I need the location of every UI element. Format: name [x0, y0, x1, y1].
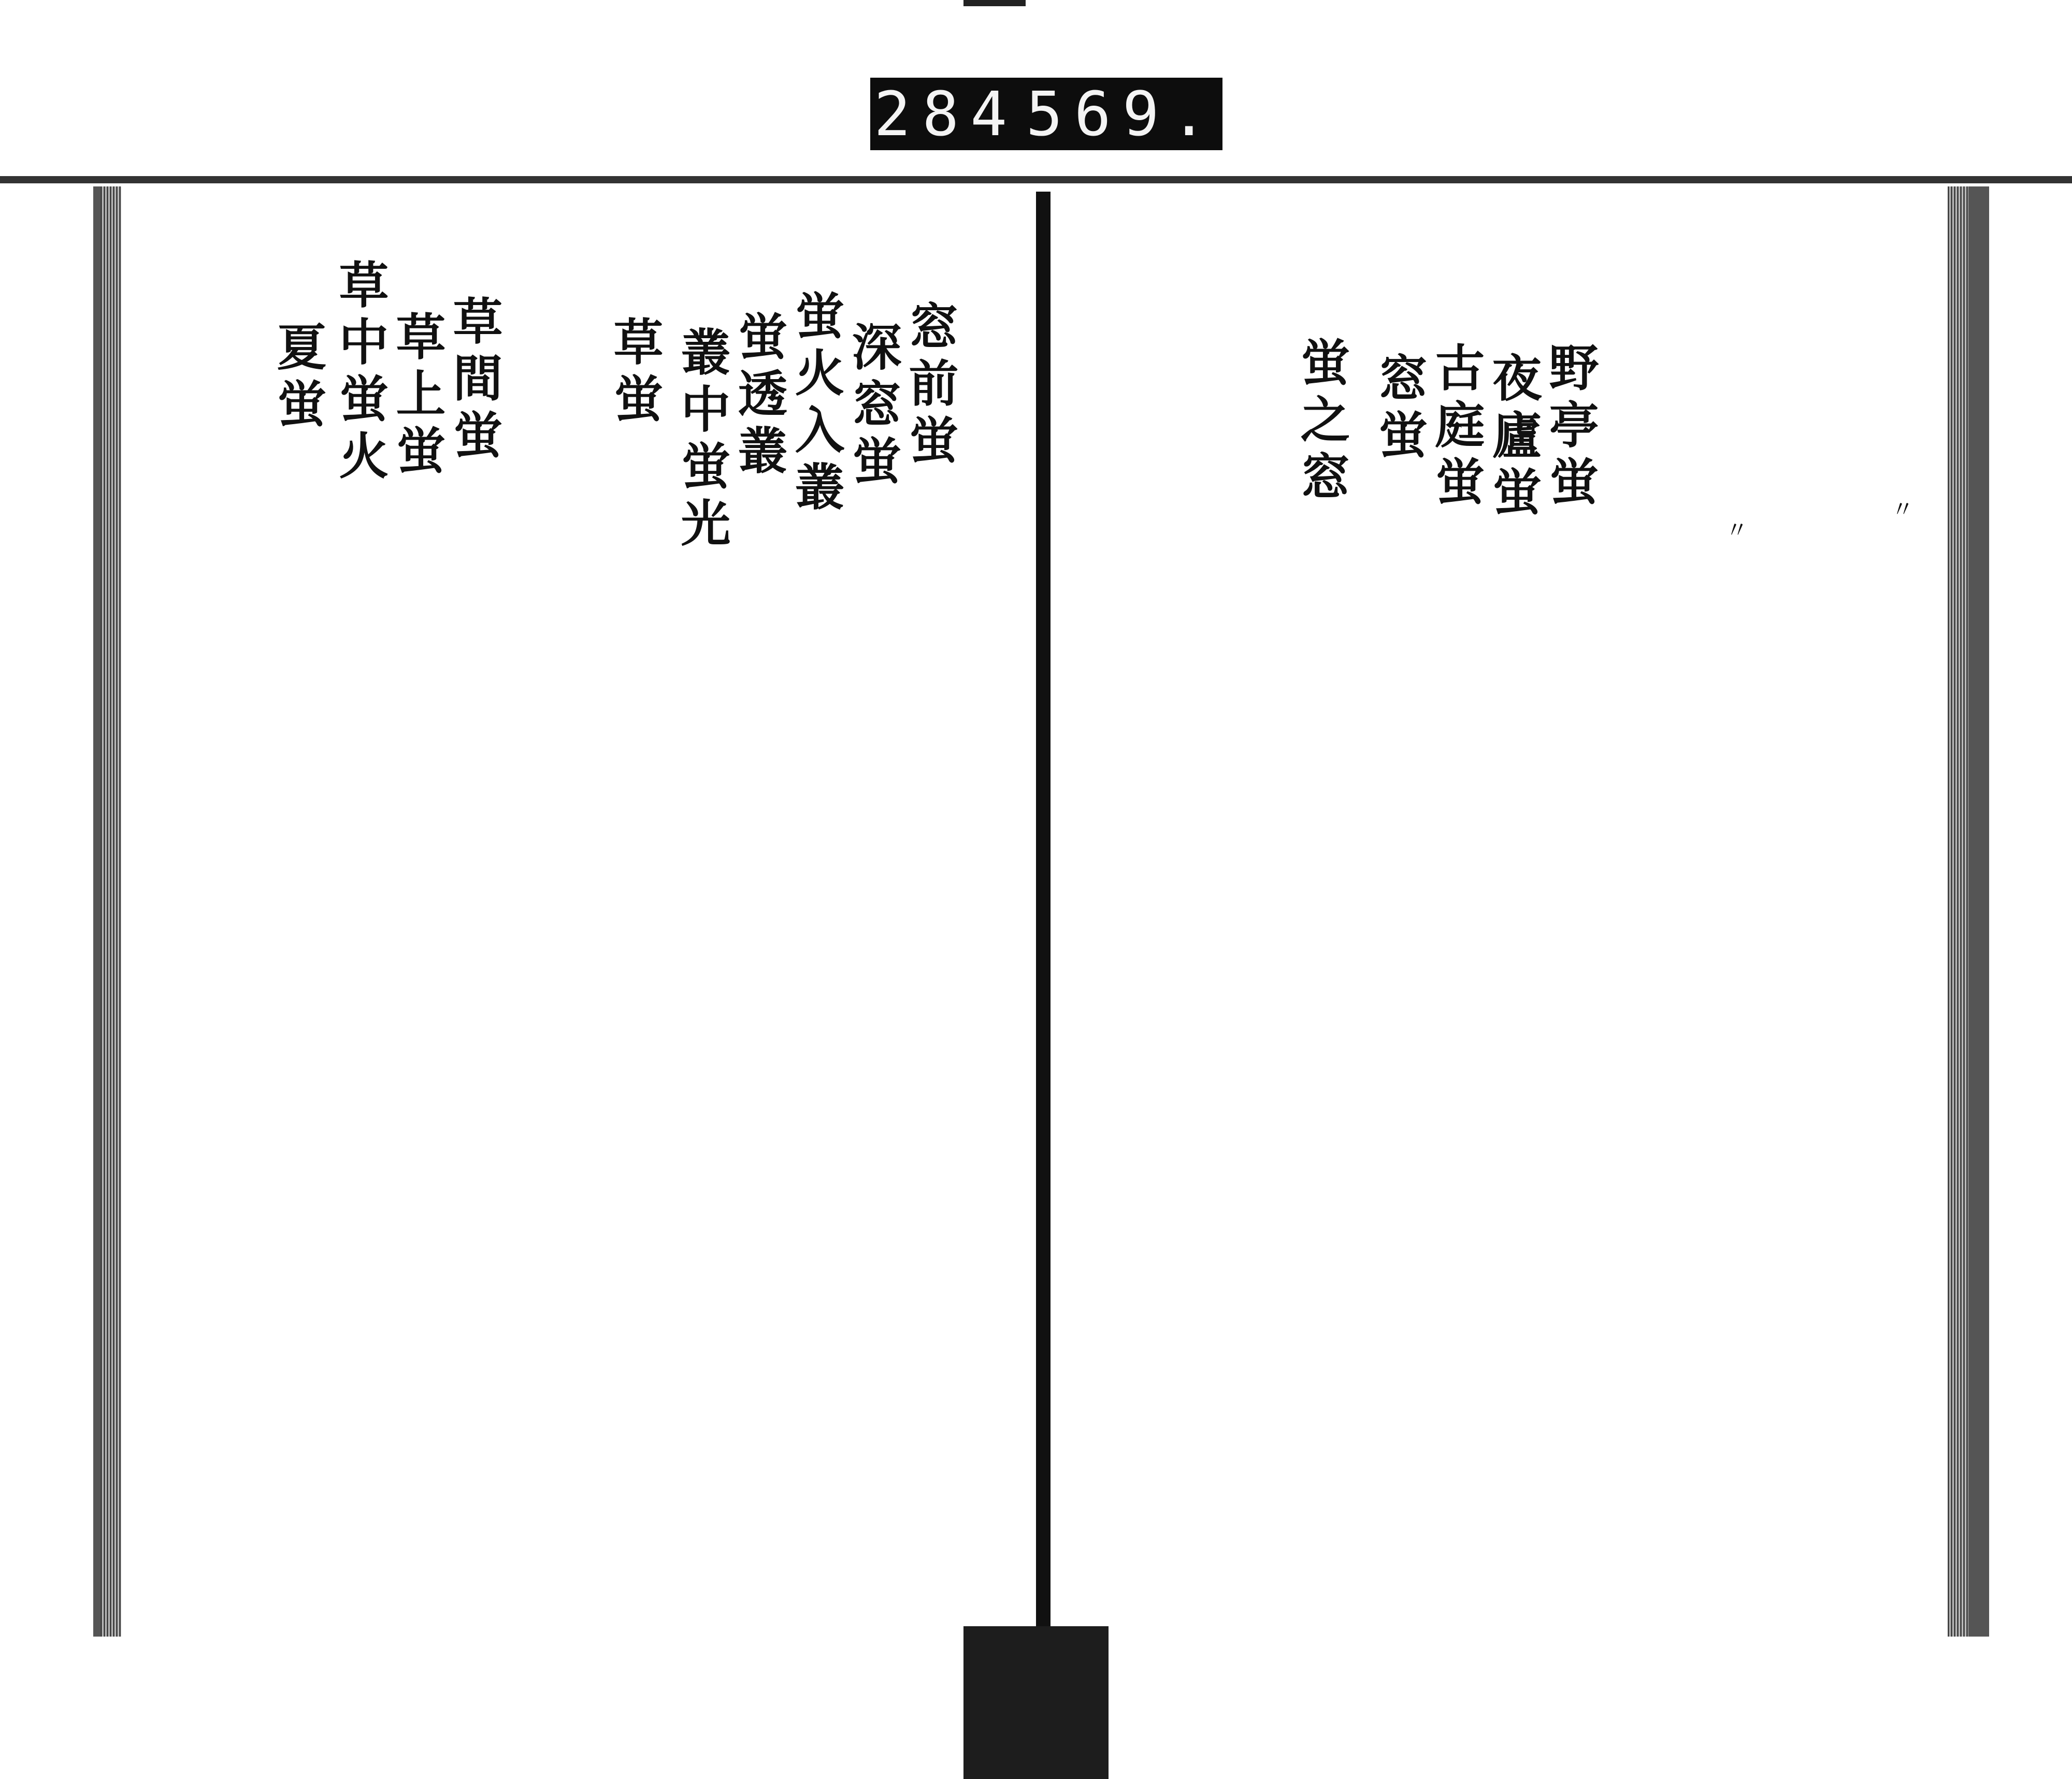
plate-right-number: 569.	[1026, 78, 1219, 150]
plate-left-number: 284	[874, 78, 1019, 150]
entry-title: 窓蛍	[1370, 352, 1429, 466]
book-top-edge	[0, 176, 2072, 183]
entry-title: 草間蛍	[445, 295, 503, 466]
entry-title: 蛍透叢	[730, 311, 788, 482]
entry-title: 草蛍	[606, 316, 664, 430]
open-book	[0, 176, 2072, 1616]
entry-title: 草上蛍	[388, 311, 447, 482]
entry-title: 叢中蛍光	[673, 326, 731, 554]
entry-mark: 〃	[1721, 518, 1748, 544]
entry-title: 草中蛍火	[331, 259, 390, 487]
right-page-edge	[1948, 186, 1968, 1637]
spine-top-shadow	[963, 0, 1026, 6]
left-page	[93, 186, 1048, 1637]
entry-title: 蛍之窓	[1292, 337, 1351, 508]
entry-title: 古庭蛍	[1427, 342, 1486, 513]
entry-mark: 〃	[1887, 497, 1913, 523]
entry-title: 蛍火入叢	[787, 290, 845, 518]
entry-title: 夜廬蛍	[1484, 352, 1543, 523]
entry-title: 窓前蛍	[901, 300, 959, 471]
entry-title: 深窓蛍	[844, 321, 902, 492]
entry-title: 夏蛍	[269, 321, 327, 435]
page-number-plate	[870, 78, 1222, 150]
book-gutter	[1036, 192, 1051, 1631]
entry-title: 野亭蛍	[1541, 342, 1600, 513]
right-page	[1052, 186, 1989, 1637]
left-page-edge	[100, 186, 121, 1637]
spine-bottom-shadow	[963, 1626, 1109, 1779]
